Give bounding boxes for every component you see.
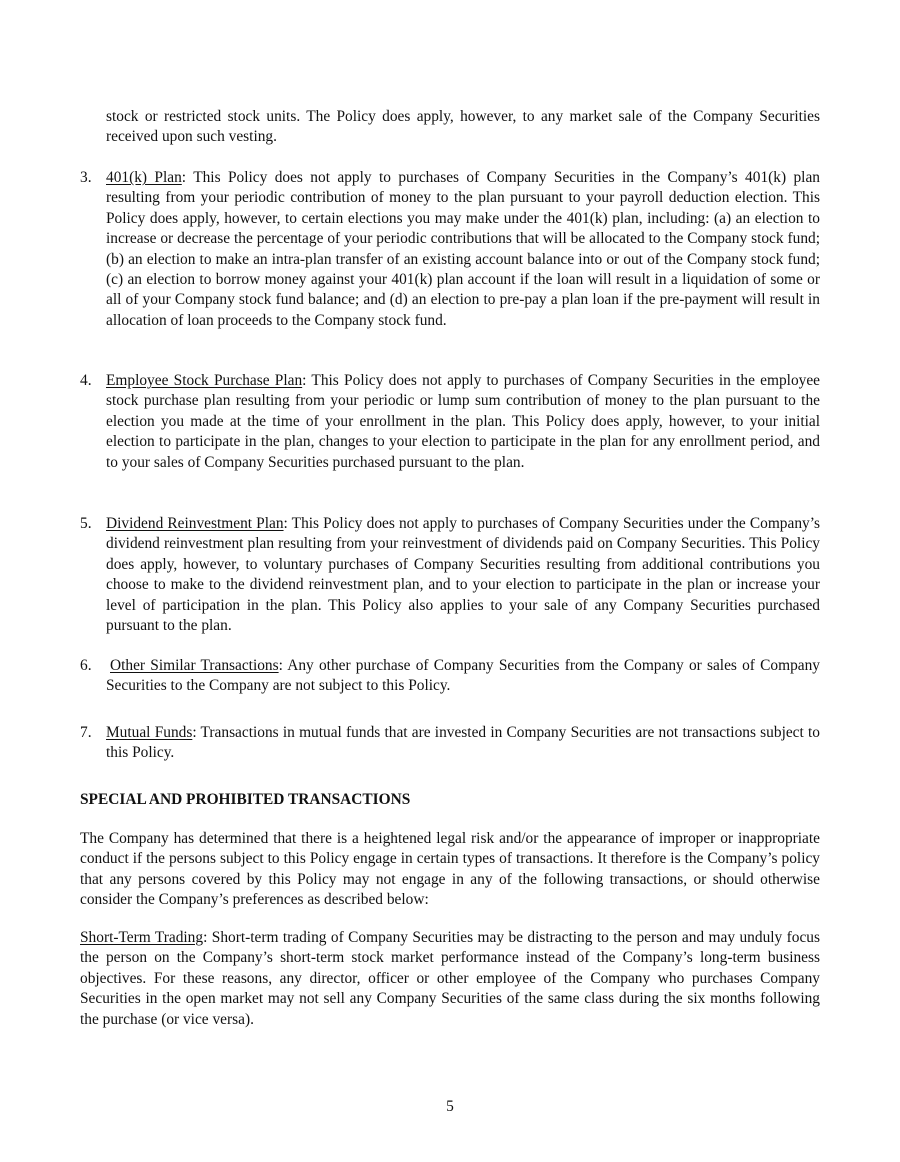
list-item-mutual-funds	[80, 723, 820, 764]
list-item-title: Employee Stock Purchase Plan	[106, 372, 303, 389]
list-item-employee-stock-purchase-plan	[80, 371, 820, 473]
section-heading: SPECIAL AND PROHIBITED TRANSACTIONS	[80, 791, 411, 808]
list-item-number: 7.	[80, 724, 92, 741]
short-term-trading-paragraph	[80, 928, 820, 1030]
list-item-body: : This Policy does not apply to purchases of Company Securities in the Company’s 401(k) plan resulting from your periodic contribution of money to the plan pursuant to your payroll deduction election. This Policy does apply, however, to certain elections you may make under the 401(k) plan, including: (a) an election to increase or decrease the percentage of your periodic contributions that will be allocated to the Company stock fund; (b) an election to make an intra-plan transfer of an existing account balance into or out of the Company stock fund; (c) an election to borrow money against your 401(k) plan account if the loan will result in a liquidation of some or all of your Company stock fund balance; and (d) an election to pre-pay a plan loan if the pre-payment will result in allocation of loan proceeds to the Company stock fund.	[106, 169, 820, 329]
list-item-body: : This Policy does not apply to purchases of Company Securities under the Company’s dividend reinvestment plan resulting from your reinvestment of dividends paid on Company Securities. This Policy does apply, however, to voluntary purchases of Company Securities resulting from additional contributions you choose to make to the dividend reinvestment plan, and to your election to participate in the plan or increase your level of participation in the plan. This Policy also applies to your sale of any Company Securities purchased pursuant to the plan.	[106, 515, 820, 635]
list-item-title: Other Similar Transactions	[110, 657, 279, 674]
list-item-dividend-reinvestment-plan	[80, 514, 820, 636]
page-number: 5	[446, 1098, 454, 1115]
list-item-title: Dividend Reinvestment Plan	[106, 515, 284, 532]
list-item-title: 401(k) Plan	[106, 169, 182, 186]
list-item-title: Mutual Funds	[106, 724, 193, 741]
list-item-body: : This Policy does not apply to purchases of Company Securities in the employee stock purchase plan resulting from your periodic or lump sum contribution of money to the plan pursuant to the election you made at the time of your enrollment in the plan. This Policy does apply, however, to your initial election to participate in the plan, changes to your election to participate in the plan for any enrollment period, and to your sales of Company Securities purchased pursuant to the plan.	[106, 372, 820, 471]
short-term-trading-body: : Short-term trading of Company Securities may be distracting to the person and may unduly focus the person on the Company’s short-term stock market performance instead of the Company’s long-term business objectives. For these reasons, any director, officer or other employee of the Company who purchases Company Securities in the open market may not sell any Company Securities of the same class during the six months following the purchase (or vice versa).	[80, 929, 820, 1028]
list-item-number: 5.	[80, 515, 92, 532]
list-item-401k-plan	[80, 168, 820, 331]
continuation-paragraph: stock or restricted stock units. The Policy does apply, however, to any market sale of the Company Securities received upon such vesting.	[106, 108, 820, 146]
list-item-number: 6.	[80, 657, 92, 674]
list-item-other-similar-transactions	[80, 656, 820, 697]
list-item-number: 4.	[80, 372, 92, 389]
short-term-trading-title: Short-Term Trading	[80, 929, 204, 946]
list-item-body: : Any other purchase of Company Securities from the Company or sales of Company Securities to the Company are not subject to this Policy.	[106, 657, 820, 695]
intro-paragraph: The Company has determined that there is a heightened legal risk and/or the appearance of improper or inappropriate conduct if the persons subject to this Policy engage in certain types of transactions. It therefore is the Company’s policy that any persons covered by this Policy may not engage in any of the following transactions, or should otherwise consider the Company’s preferences as described below:	[80, 830, 820, 909]
list-item-body: : Transactions in mutual funds that are invested in Company Securities are not transactions subject to this Policy.	[106, 724, 820, 762]
list-item-number: 3.	[80, 169, 92, 186]
